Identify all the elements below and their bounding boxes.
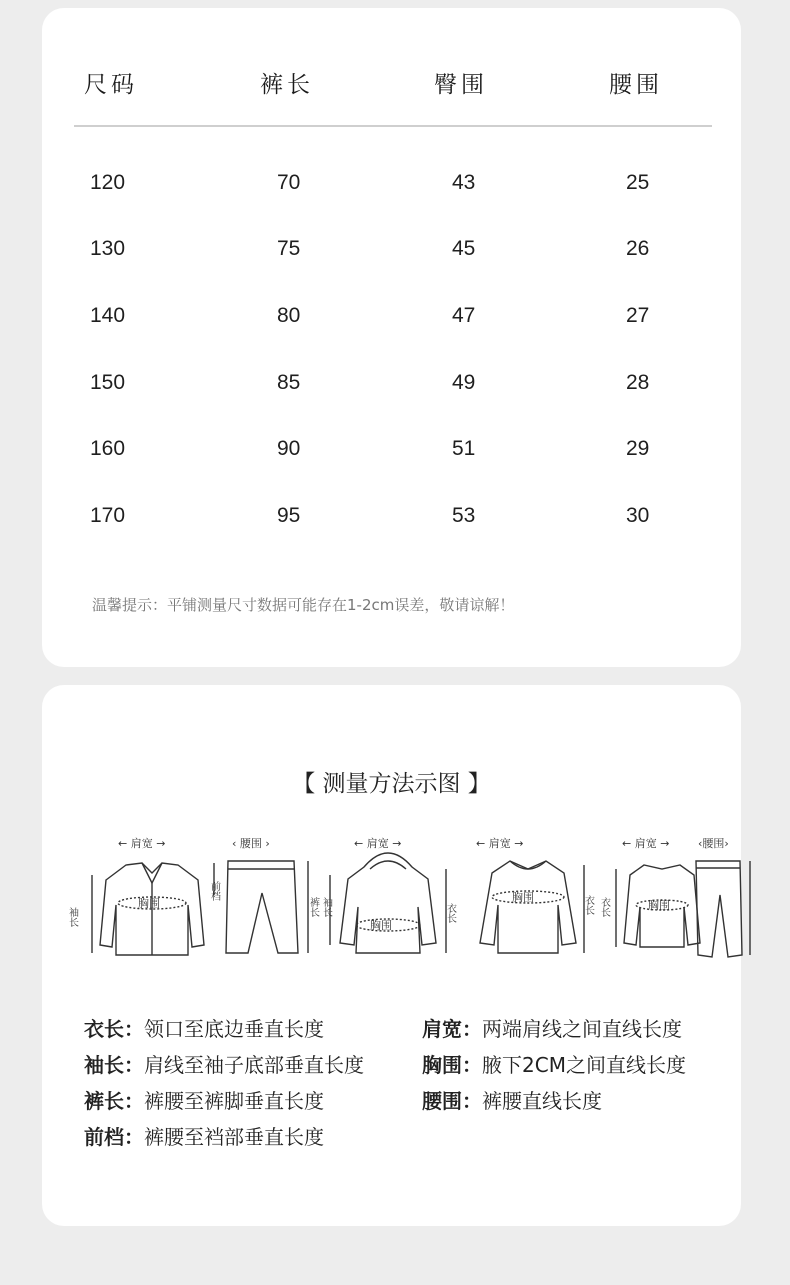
table-row [42, 171, 741, 211]
svg-text:衣长: 衣长 [598, 897, 610, 917]
cell-waist: 28 [626, 371, 650, 394]
cell-pants-length: 80 [277, 304, 301, 327]
cell-size: 140 [90, 304, 126, 327]
cell-waist: 27 [626, 304, 650, 327]
legend-waist: 腰围：裤腰直线长度 [422, 1089, 602, 1113]
table-row [42, 504, 741, 544]
cell-size: 160 [90, 437, 126, 460]
table-row [42, 371, 741, 411]
svg-text:裤长: 裤长 [307, 897, 319, 917]
cell-size: 170 [90, 504, 126, 527]
svg-text:袖长: 袖长 [66, 907, 78, 927]
table-row [42, 237, 741, 277]
cell-pants-length: 75 [277, 237, 301, 260]
svg-text:胸围: 胸围 [370, 919, 392, 932]
legend-length: 衣长：领口至底边垂直长度 [84, 1017, 324, 1041]
svg-text:胸围: 胸围 [648, 899, 670, 912]
svg-text:← 肩宽 →: ← 肩宽 → [354, 837, 402, 850]
header-hip: 臀围 [434, 72, 488, 98]
legend-chest: 胸围：腋下2CM之间直线长度 [422, 1053, 686, 1077]
legend-pants-length: 裤长：裤腰至裤脚垂直长度 [84, 1089, 324, 1113]
cell-size: 150 [90, 371, 126, 394]
svg-text:‹腰围›: ‹腰围› [698, 837, 729, 850]
table-header [42, 66, 741, 100]
cell-waist: 26 [626, 237, 650, 260]
cell-pants-length: 95 [277, 504, 301, 527]
cell-pants-length: 70 [277, 171, 301, 194]
table-row [42, 437, 741, 477]
svg-text:衣长: 衣长 [444, 903, 456, 923]
cell-hip: 53 [452, 504, 476, 527]
pants-illustration-icon [209, 837, 320, 953]
cell-waist: 29 [626, 437, 650, 460]
cell-pants-length: 90 [277, 437, 301, 460]
cell-pants-length: 85 [277, 371, 301, 394]
svg-text:← 肩宽 →: ← 肩宽 → [622, 837, 670, 850]
cell-waist: 25 [626, 171, 650, 194]
header-pants-length: 裤长 [260, 72, 314, 98]
legend-shoulder: 肩宽：两端肩线之间直线长度 [422, 1017, 682, 1041]
header-waist: 腰围 [609, 72, 663, 98]
svg-text:← 肩宽 →: ← 肩宽 → [118, 837, 166, 850]
legend-front-rise: 前档：裤腰至裆部垂直长度 [84, 1125, 324, 1149]
hoodie-illustration-icon [321, 836, 457, 953]
cell-hip: 43 [452, 171, 476, 194]
measurement-diagram [64, 835, 728, 975]
cell-hip: 51 [452, 437, 476, 460]
jogger-pants-illustration-icon [696, 837, 750, 957]
method-title: 【 测量方法示图 】 [292, 771, 491, 797]
cell-size: 130 [90, 237, 126, 260]
svg-text:‹ 腰围 ›: ‹ 腰围 › [232, 837, 270, 850]
cell-size: 120 [90, 171, 126, 194]
sweater-illustration-icon [476, 836, 595, 953]
measurement-tip: 温馨提示：平铺测量尺寸数据可能存在1-2cm误差，敬请谅解！ [92, 596, 515, 614]
svg-text:袖长: 袖长 [320, 897, 332, 917]
size-table-card [42, 8, 741, 667]
legend-sleeve: 袖长：肩线至袖子底部垂直长度 [84, 1053, 364, 1077]
cell-hip: 49 [452, 371, 476, 394]
table-row [42, 304, 741, 344]
svg-text:前档: 前档 [208, 881, 220, 901]
measurement-method-card [42, 685, 741, 1226]
svg-text:胸围: 胸围 [512, 891, 534, 904]
svg-text:← 肩宽 →: ← 肩宽 → [476, 837, 524, 850]
jacket-illustration-icon [67, 836, 205, 955]
cell-hip: 47 [452, 304, 476, 327]
header-divider [74, 125, 712, 127]
svg-text:胸围: 胸围 [138, 897, 160, 910]
svg-text:衣长: 衣长 [582, 895, 594, 915]
sweatshirt-illustration-icon [599, 836, 701, 947]
cell-hip: 45 [452, 237, 476, 260]
cell-waist: 30 [626, 504, 650, 527]
header-size: 尺码 [84, 72, 138, 98]
